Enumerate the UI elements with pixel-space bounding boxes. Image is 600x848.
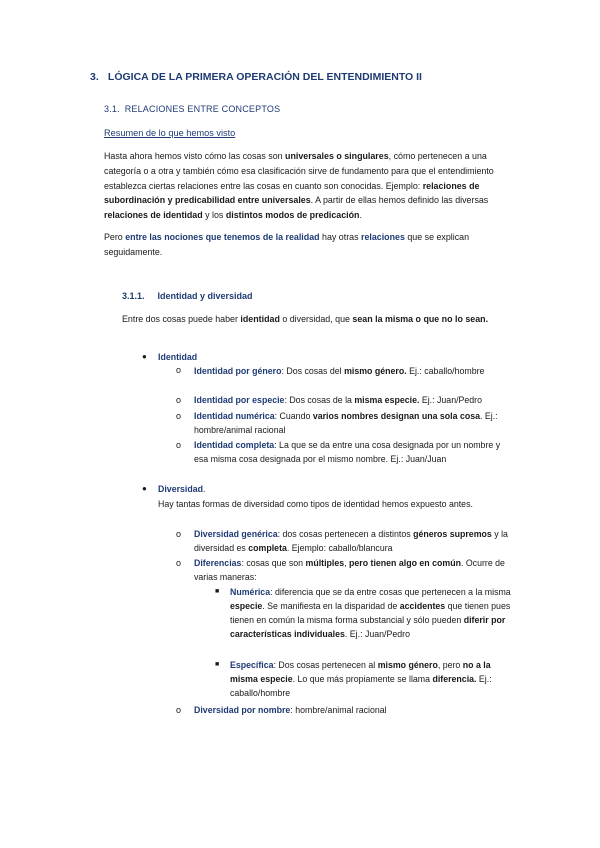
list-item: Identidad por especie: Dos cosas de la misma especie. Ej.: Juan/Pedro xyxy=(194,395,482,405)
subsection-heading xyxy=(122,291,253,301)
section-title: RELACIONES ENTRE CONCEPTOS xyxy=(124,104,281,114)
square-bullet-icon: ■ xyxy=(215,661,220,668)
list-item: Diversidad genérica: dos cosas pertenecen a distintos géneros supremos y la diversidad es completa. Ejemplo: caballo/blancura xyxy=(194,529,508,553)
list-item: Identidad por género: Dos cosas del mismo género. Ej.: caballo/hombre xyxy=(194,366,485,376)
list-item: Específica: Dos cosas pertenecen al mismo género, pero no a la misma especie. Lo que más propiamente se llama diferencia. Ej.: caballo/hombre xyxy=(230,660,492,698)
subsection-number: 3.1.1. xyxy=(122,291,145,301)
identidad-label: Identidad xyxy=(158,352,198,362)
chapter-heading xyxy=(90,71,422,83)
list-item: Identidad numérica: Cuando varios nombres designan una sola cosa. Ej.: hombre/animal racional xyxy=(194,411,498,435)
list-item: Numérica: diferencia que se da entre cosas que pertenecen a la misma especie. Se manifiesta en la disparidad de accidentes que tienen pues tienen en común la misma forma substancial y sólo pueden diferir por características individuales. Ej.: Juan/Pedro xyxy=(230,587,511,639)
list-item: Diferencias: cosas que son múltiples, pero tienen algo en común. Ocurre de varias maneras: xyxy=(194,558,505,582)
chapter-title: LÓGICA DE LA PRIMERA OPERACIÓN DEL ENTENDIMIENTO II xyxy=(107,71,422,83)
circle-bullet-icon: o xyxy=(176,529,182,539)
list-item: Diversidad por nombre: hombre/animal racional xyxy=(194,705,387,715)
chapter-number: 3. xyxy=(90,71,99,83)
section-number: 3.1. xyxy=(104,104,120,114)
circle-bullet-icon: o xyxy=(176,395,182,405)
circle-bullet-icon: o xyxy=(176,411,182,421)
section-heading xyxy=(104,104,280,114)
square-bullet-icon: ■ xyxy=(215,588,220,595)
bullet-icon: ● xyxy=(142,484,147,493)
circle-bullet-icon: o xyxy=(176,705,182,715)
circle-bullet-icon: o xyxy=(176,440,182,450)
diversidad-label: Diversidad. xyxy=(158,484,206,494)
list-item: Identidad completa: La que se da entre una cosa designada por un nombre y esa misma cosa designada por el mismo nombre. Ej.: Juan/Juan xyxy=(194,440,501,464)
circle-bullet-icon: o xyxy=(176,365,182,375)
paragraph-1: Hasta ahora hemos visto cómo las cosas son universales o singulares, cómo pertenecen a una categoría o a otra y también cómo esa clasificación sirve de fundamento para que el entendimiento establezca ciertas relaciones entre las cosas en cuanto son conocidas. Ejemplo: relaciones de subordinación y predicabilidad entre universales. A partir de ellas hemos definido las diversas relaciones de identidad y los distintos modos de predicación. xyxy=(104,151,494,221)
summary-title: Resumen de lo que hemos visto xyxy=(104,128,236,138)
diversidad-description: Hay tantas formas de diversidad como tipos de identidad hemos expuesto antes. xyxy=(158,499,473,509)
bullet-icon: ● xyxy=(142,352,147,361)
paragraph-2: Pero entre las nociones que tenemos de la realidad hay otras relaciones que se explican seguidamente. xyxy=(104,232,470,257)
subsection-title: Identidad y diversidad xyxy=(157,291,253,301)
circle-bullet-icon: o xyxy=(176,558,182,568)
intro-paragraph: Entre dos cosas puede haber identidad o diversidad, que sean la misma o que no lo sean. xyxy=(122,314,489,324)
